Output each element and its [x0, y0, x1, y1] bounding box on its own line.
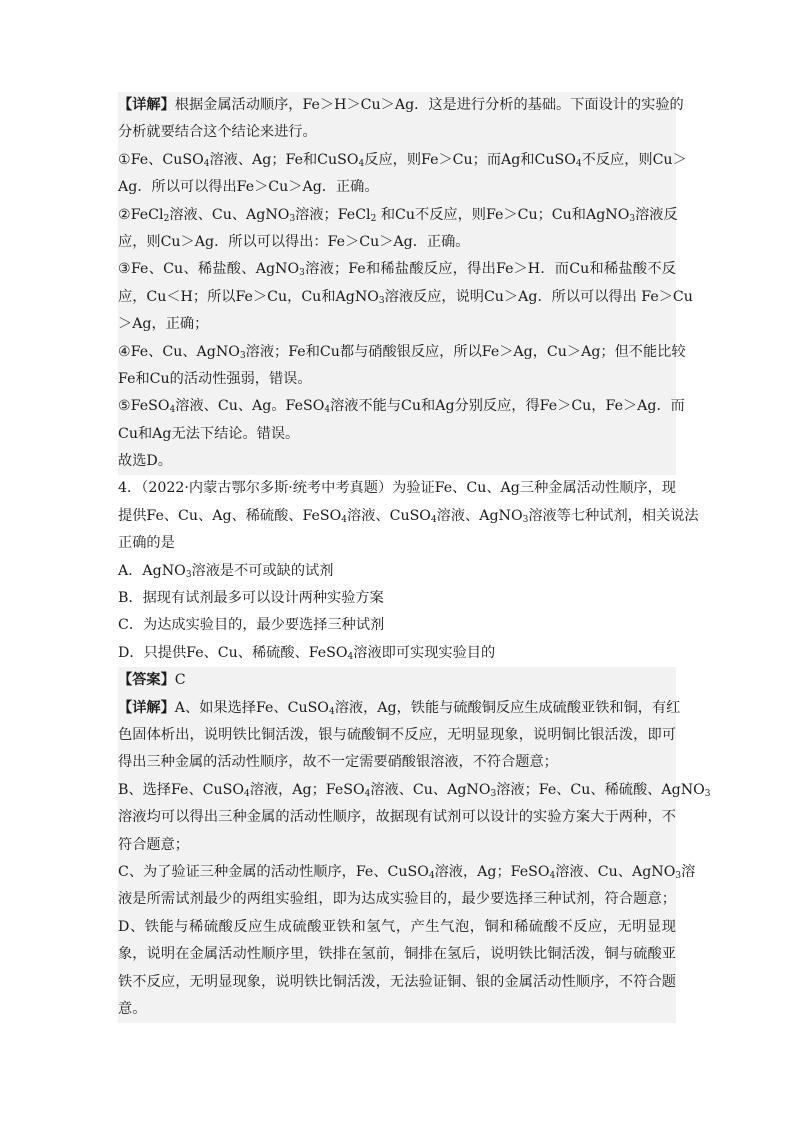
text-line: [118, 914, 676, 941]
line-text: 象，说明在金属活动性顺序里，铁排在氢前，铜排在氢后，说明铁比铜活泼，铜与硫酸亚: [118, 946, 676, 963]
line-text: 应，则Cu＞Ag．所以可以得出：Fe＞Cu＞Ag．正确。: [118, 233, 470, 250]
text-line: [118, 996, 676, 1023]
line-text: 提供Fe、Cu、Ag、稀硫酸、FeSO$_4$溶液、CuSO$_4$溶液、AgNO$_3$溶液等七种试剂，相关说法: [118, 507, 699, 525]
line-text: C．为达成实验目的，最少要选择三种试剂: [118, 617, 385, 634]
text-line: [118, 777, 711, 804]
text-line: [118, 749, 676, 776]
text-line: [118, 92, 684, 119]
text-line: [118, 832, 676, 859]
solution-block-2: [118, 667, 711, 1023]
text-line: [118, 256, 676, 283]
text-line: [118, 147, 687, 174]
line-text: C: [174, 672, 186, 689]
text-line: [118, 448, 676, 475]
text-line: [118, 804, 676, 831]
section-label: 【详解】: [118, 97, 175, 113]
line-text: 根据金属活动顺序，Fe＞H＞Cu＞Ag．这是进行分析的基础。下面设计的实验的: [174, 97, 684, 113]
line-text: 溶液均可以得出三种金属的活动性顺序，故据现有试剂可以设计的实验方案大于两种，不: [118, 809, 676, 826]
question-line: [118, 503, 699, 530]
solution-block-1: [118, 92, 693, 475]
text-line: [118, 311, 676, 338]
question-line: [118, 475, 676, 502]
text-line: [118, 366, 676, 393]
section-label: 【答案】: [118, 672, 175, 689]
question-4: [118, 475, 699, 667]
line-text: 分析就要结合这个结论来进行。: [118, 124, 317, 141]
line-text: B．据现有试剂最多可以设计两种实验方案: [118, 590, 384, 607]
line-text: A、如果选择Fe、CuSO$_4$溶液，Ag，铁能与硫酸铜反应生成硫酸亚铁和铜，有红: [174, 699, 681, 717]
text-line: [118, 421, 676, 448]
line-text: ＞Ag，正确；: [118, 316, 209, 333]
line-text: D、铁能与稀硫酸反应生成硫酸亚铁和氢气，产生气泡，铜和稀硫酸不反应，无明显现: [118, 918, 676, 935]
document-page: [118, 92, 711, 1023]
line-text: 液是所需试剂最少的两组实验组，即为达成实验目的，最少要选择三种试剂，符合题意；: [118, 891, 676, 908]
text-line: [118, 859, 696, 886]
line-text: ⑤FeSO$_4$溶液、Cu、Ag。FeSO$_4$溶液不能与Cu和Ag分别反应，得Fe＞Cu，Fe＞Ag．而: [118, 398, 685, 416]
text-line: [118, 941, 676, 968]
option-line: [118, 640, 676, 667]
text-line: [118, 969, 676, 996]
text-line: [118, 174, 676, 201]
line-text: 色固体析出，说明铁比铜活泼，银与硫酸铜不反应，无明显现象，说明铜比银活泼，即可: [118, 726, 676, 743]
text-line: [118, 229, 676, 256]
line-text: 意。: [118, 1000, 147, 1017]
line-text: B、选择Fe、CuSO$_4$溶液，Ag；FeSO$_4$溶液、Cu、AgNO$_3$溶液；Fe、Cu、稀硫酸、AgNO$_3$: [118, 781, 711, 799]
line-text: 正确的是: [118, 535, 175, 552]
line-text: C、为了验证三种金属的活动性顺序，Fe、CuSO$_4$溶液，Ag；FeSO$_4$溶液、Cu、AgNO$_3$溶: [118, 863, 696, 881]
line-text: Fe和Cu的活动性强弱，错误。: [118, 370, 312, 387]
line-text: ③Fe、Cu、稀盐酸、AgNO$_3$溶液；Fe和稀盐酸反应，得出Fe＞H．而Cu和稀盐酸不反: [118, 261, 676, 279]
text-line: [118, 284, 693, 311]
line-text: D．只提供Fe、Cu、稀硫酸、FeSO$_4$溶液即可实现实验目的: [118, 644, 496, 662]
line-text: ②FeCl$_2$溶液、Cu、AgNO$_3$溶液；FeCl$_2$ 和Cu不反应，则Fe＞Cu；Cu和AgNO$_3$溶液反: [118, 206, 678, 224]
line-text: 故选D。: [118, 453, 172, 470]
option-line: [118, 558, 676, 585]
line-text: A．AgNO$_3$溶液是不可或缺的试剂: [118, 562, 334, 580]
text-line: [118, 339, 686, 366]
option-line: [118, 612, 676, 639]
question-line: [118, 530, 676, 557]
text-line: [118, 393, 685, 420]
line-text: 符合题意；: [118, 836, 189, 853]
text-line: [118, 119, 676, 146]
line-text: Ag．所以可以得出Fe＞Cu＞Ag．正确。: [118, 179, 379, 196]
text-line: [118, 695, 681, 722]
line-text: 4．（2022·内蒙古鄂尔多斯·统考中考真题）为验证Fe、Cu、Ag三种金属活动性顺序，现: [118, 480, 676, 497]
text-line: [118, 722, 676, 749]
section-label: 【详解】: [118, 699, 175, 716]
line-text: ④Fe、Cu、AgNO$_3$溶液；Fe和Cu都与硝酸银反应，所以Fe＞Ag，Cu＞Ag；但不能比较: [118, 343, 686, 361]
line-text: 铁不反应，无明显现象，说明铁比铜活泼，无法验证铜、银的金属活动性顺序，不符合题: [118, 973, 676, 990]
text-line: [118, 202, 676, 229]
text-line: [118, 886, 676, 913]
line-text: ①Fe、CuSO$_4$溶液、Ag；Fe和CuSO$_4$反应，则Fe＞Cu；而Ag和CuSO$_4$不反应，则Cu＞: [118, 151, 687, 169]
answer-line: [118, 667, 676, 694]
option-line: [118, 585, 676, 612]
line-text: Cu和Ag无法下结论。错误。: [118, 425, 300, 442]
line-text: 得出三种金属的活动性顺序，故不一定需要硝酸银溶液，不符合题意；: [118, 754, 558, 771]
line-text: 应，Cu＜H；所以Fe＞Cu，Cu和AgNO$_3$溶液反应，说明Cu＞Ag．所以可以得出 Fe＞Cu: [118, 288, 693, 306]
